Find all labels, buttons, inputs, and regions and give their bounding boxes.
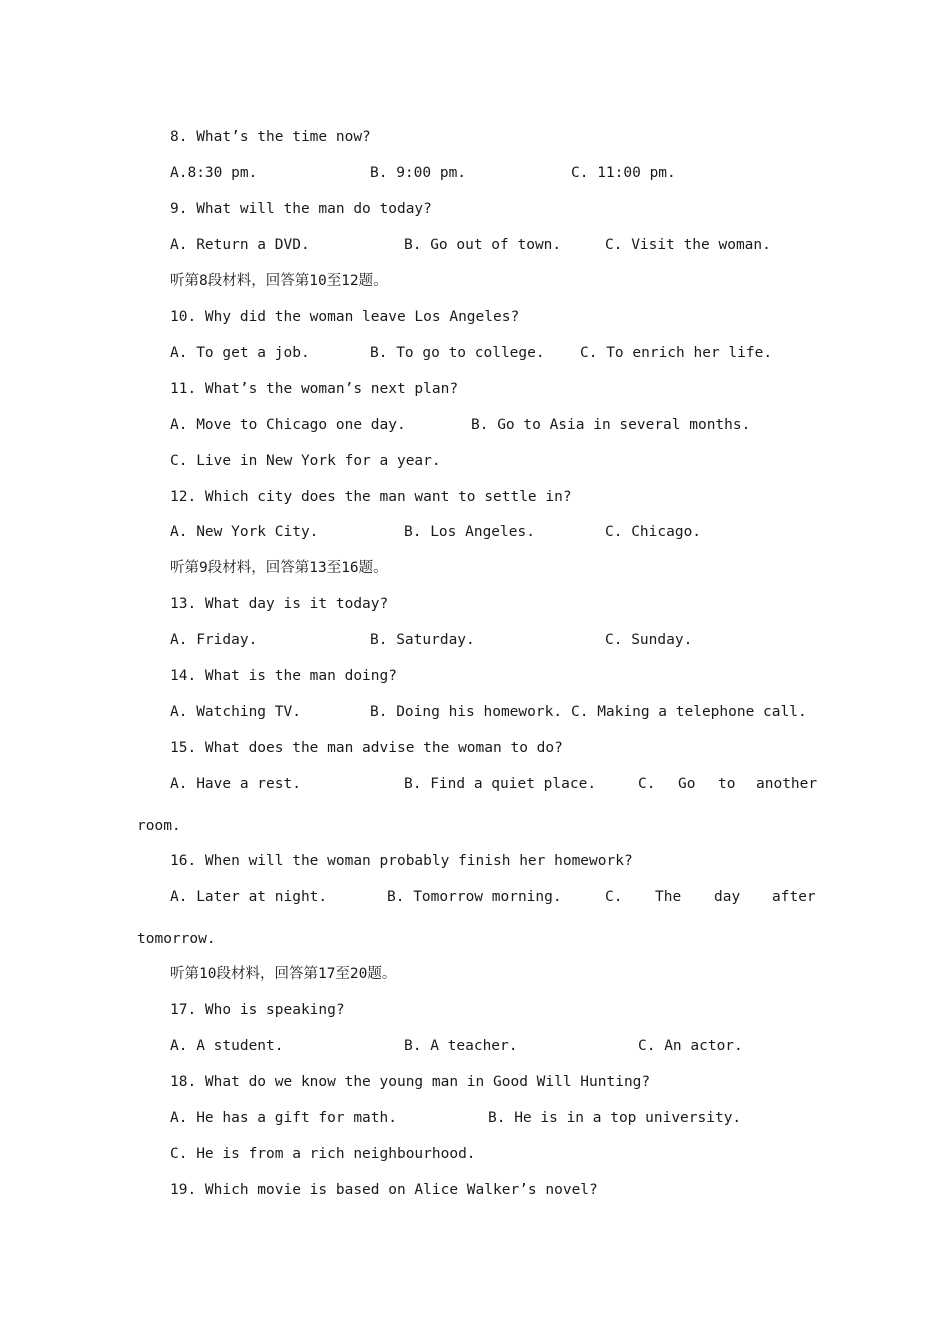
question-14: 14. What is the man doing? xyxy=(170,668,397,684)
option-9a: A. Return a DVD. xyxy=(170,237,310,253)
option-10a: A. To get a job. xyxy=(170,345,310,361)
option-10b: B. To go to college. xyxy=(370,345,545,361)
option-8c: C. 11:00 pm. xyxy=(571,165,676,181)
question-19: 19. Which movie is based on Alice Walker’s novel? xyxy=(170,1182,598,1198)
option-18c: C. He is from a rich neighbourhood. xyxy=(170,1146,476,1162)
option-16c-word-1: The xyxy=(655,889,682,905)
question-11: 11. What’s the woman’s next plan? xyxy=(170,381,459,397)
option-16a: A. Later at night. xyxy=(170,889,328,905)
question-13: 13. What day is it today? xyxy=(170,596,389,612)
option-11a: A. Move to Chicago one day. xyxy=(170,417,406,433)
option-14c: C. Making a telephone call. xyxy=(571,704,807,720)
question-8: 8. What’s the time now? xyxy=(170,129,371,145)
question-10: 10. Why did the woman leave Los Angeles? xyxy=(170,309,520,325)
option-15c-word-1: Go xyxy=(678,776,696,792)
option-15b: B. Find a quiet place. xyxy=(404,776,597,792)
option-10c: C. To enrich her life. xyxy=(580,345,773,361)
option-13b: B. Saturday. xyxy=(370,632,475,648)
option-17c: C. An actor. xyxy=(638,1038,743,1054)
option-8b: B. 9:00 pm. xyxy=(370,165,467,181)
option-16b: B. Tomorrow morning. xyxy=(387,889,562,905)
option-8a: A.8:30 pm. xyxy=(170,165,258,181)
option-14b: B. Doing his homework. xyxy=(370,704,563,720)
question-17: 17. Who is speaking? xyxy=(170,1002,345,1018)
option-12a: A. New York City. xyxy=(170,524,319,540)
section-heading-8: 听第8段材料，回答第10至12题。 xyxy=(170,273,388,289)
option-12c: C. Chicago. xyxy=(605,524,702,540)
section-heading-9: 听第9段材料，回答第13至16题。 xyxy=(170,560,388,576)
option-16c-wrap: tomorrow. xyxy=(137,931,216,947)
option-18a: A. He has a gift for math. xyxy=(170,1110,397,1126)
option-15a: A. Have a rest. xyxy=(170,776,301,792)
option-9c: C. Visit the woman. xyxy=(605,237,771,253)
option-12b: B. Los Angeles. xyxy=(404,524,535,540)
option-13a: A. Friday. xyxy=(170,632,258,648)
question-15: 15. What does the man advise the woman to do? xyxy=(170,740,563,756)
option-11b: B. Go to Asia in several months. xyxy=(471,417,751,433)
option-15c-wrap: room. xyxy=(137,818,181,834)
option-14a: A. Watching TV. xyxy=(170,704,301,720)
question-16: 16. When will the woman probably finish her homework? xyxy=(170,853,633,869)
option-16c-word-3: after xyxy=(772,889,816,905)
option-18b: B. He is in a top university. xyxy=(488,1110,742,1126)
option-17a: A. A student. xyxy=(170,1038,284,1054)
option-15c-word-2: to xyxy=(718,776,736,792)
option-9b: B. Go out of town. xyxy=(404,237,562,253)
option-16c-word-2: day xyxy=(714,889,741,905)
option-11c: C. Live in New York for a year. xyxy=(170,453,441,469)
option-16c-letter: C. xyxy=(605,889,623,905)
section-heading-10: 听第10段材料，回答第17至20题。 xyxy=(170,966,397,982)
option-15c-word-3: another xyxy=(756,776,818,792)
question-9: 9. What will the man do today? xyxy=(170,201,432,217)
option-15c-letter: C. xyxy=(638,776,656,792)
question-12: 12. Which city does the man want to settle in? xyxy=(170,489,572,505)
question-18: 18. What do we know the young man in Good Will Hunting? xyxy=(170,1074,651,1090)
option-17b: B. A teacher. xyxy=(404,1038,518,1054)
option-13c: C. Sunday. xyxy=(605,632,693,648)
